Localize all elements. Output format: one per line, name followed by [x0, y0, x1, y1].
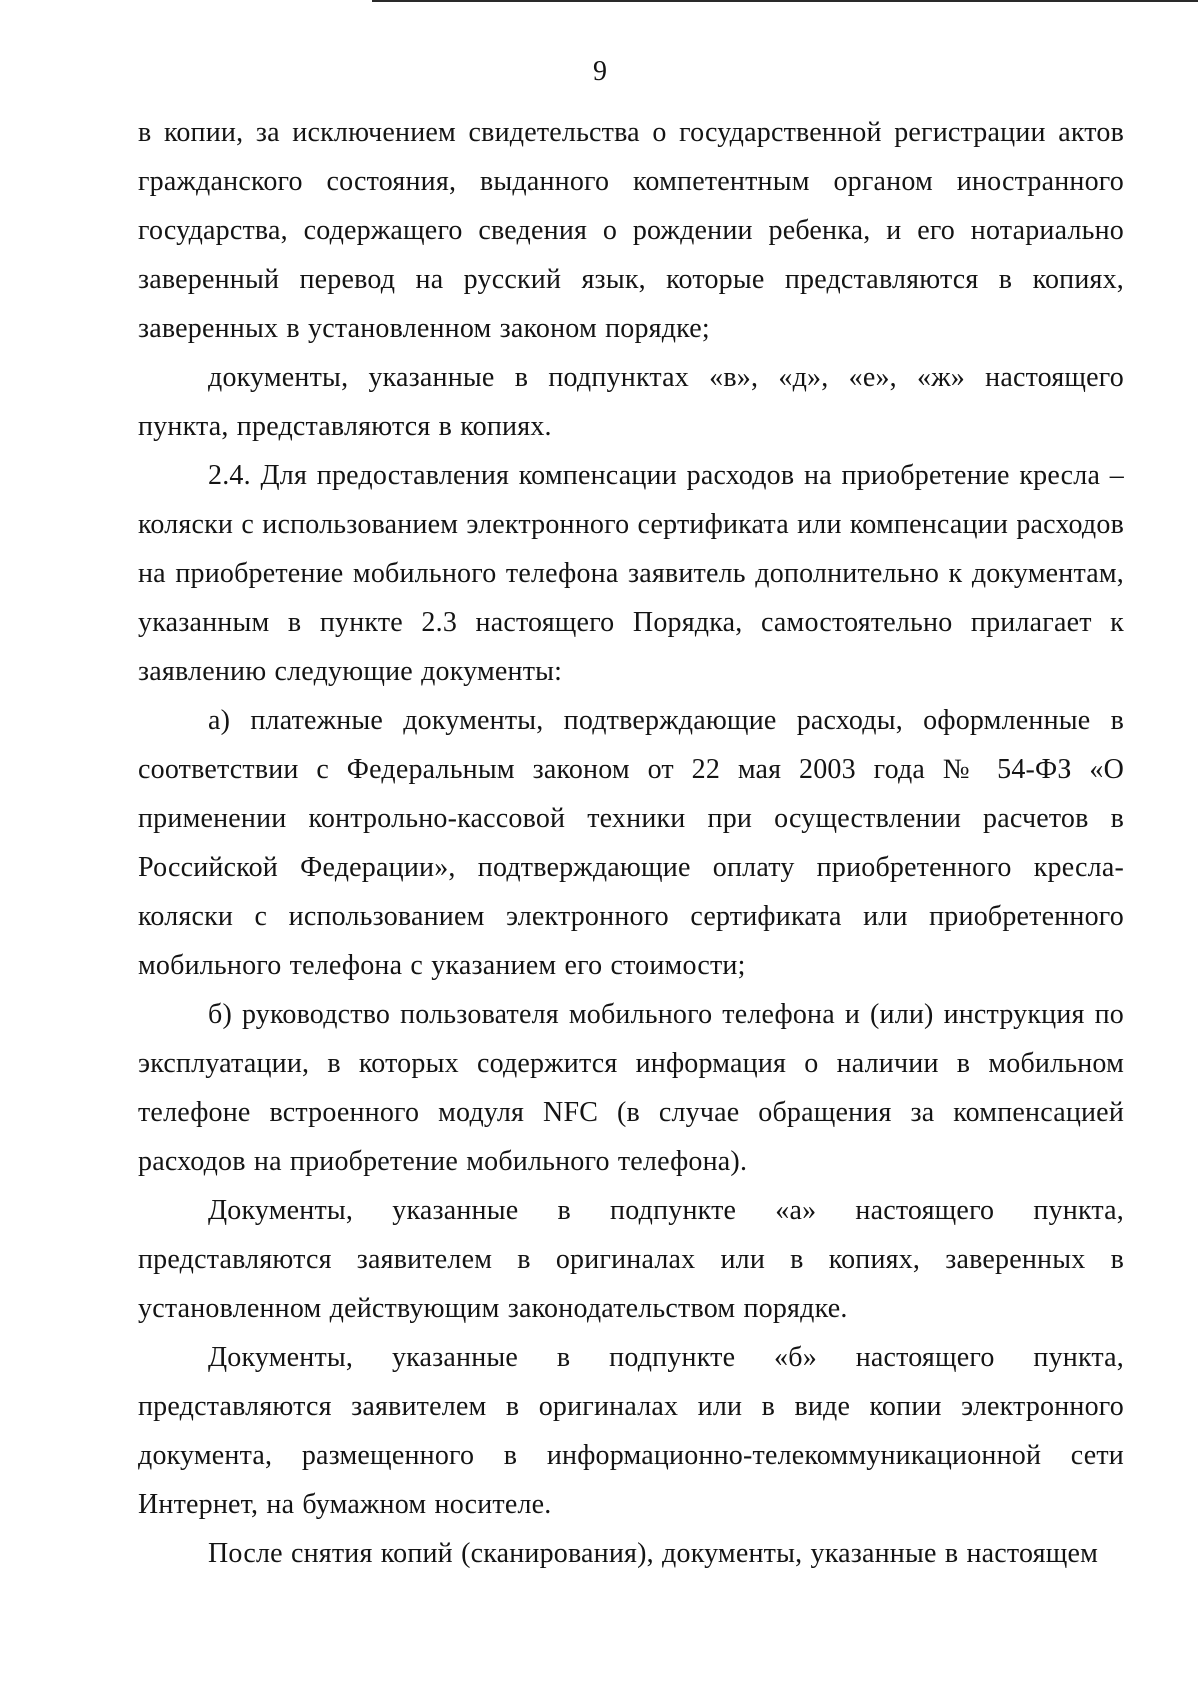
paragraph: Документы, указанные в подпункте «б» настоящего пункта, представляются заявителем в оригиналах или в виде копии электронного документа, размещенного в информационно-телекоммуникационной сети Интернет, на бумажном носителе. — [138, 1342, 1124, 1520]
paragraph: в копии, за исключением свидетельства о государственной регистрации актов гражданского состояния, выданного компетентным органом иностранного государства, содержащего сведения о рождении ребенка, и его нотариально заверенный перевод на русский язык, которые представляются в копиях, заверенных в установленном законом порядке; — [138, 117, 1124, 344]
page-number: 9 — [593, 56, 607, 87]
document-body — [138, 108, 1124, 1578]
top-border-line — [372, 0, 1198, 2]
paragraph: После снятия копий (сканирования), документы, указанные в настоящем — [208, 1538, 1098, 1569]
paragraph: Документы, указанные в подпункте «а» настоящего пункта, представляются заявителем в оригиналах или в копиях, заверенных в установленном действующим законодательством порядке. — [138, 1195, 1124, 1324]
paragraph: б) руководство пользователя мобильного телефона и (или) инструкция по эксплуатации, в которых содержится информация о наличии в мобильном телефоне встроенного модуля NFC (в случае обращения за компенсацией расходов на приобретение мобильного телефона). — [138, 999, 1124, 1177]
paragraph: 2.4. Для предоставления компенсации расходов на приобретение кресла – коляски с использованием электронного сертификата или компенсации расходов на приобретение мобильного телефона заявитель дополнительно к документам, указанным в пункте 2.3 настоящего Порядка, самостоятельно прилагает к заявлению следующие документы: — [138, 460, 1124, 687]
paragraph: документы, указанные в подпунктах «в», «д», «е», «ж» настоящего пункта, представляются в копиях. — [138, 362, 1124, 442]
paragraph: а) платежные документы, подтверждающие расходы, оформленные в соответствии с Федеральным законом от 22 мая 2003 года № 54-ФЗ «О применении контрольно-кассовой техники при осуществлении расчетов в Российской Федерации», подтверждающие оплату приобретенного кресла-коляски с использованием электронного сертификата или приобретенного мобильного телефона с указанием его стоимости; — [138, 705, 1124, 981]
